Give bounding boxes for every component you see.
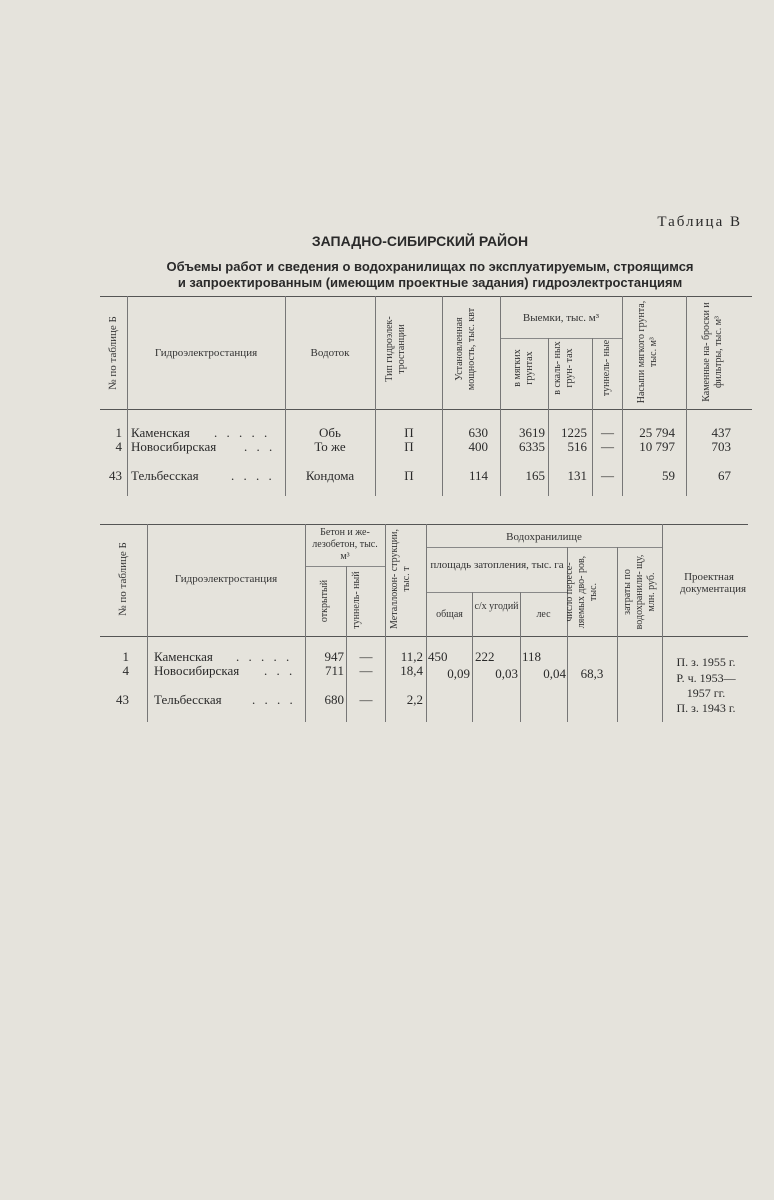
- documentation: П. з. 1943 г.: [676, 701, 736, 715]
- row-number: 43: [109, 468, 122, 483]
- concrete-tunnel: —: [359, 663, 373, 678]
- header-river: Водоток: [310, 347, 350, 359]
- stone-fill: 437: [711, 425, 731, 440]
- leader-dots: . . .: [264, 663, 296, 678]
- region-title: ЗАПАДНО-СИБИРСКИЙ РАЙОН: [311, 233, 529, 249]
- metal-structures: 11,2: [400, 649, 423, 664]
- flood-total: 0,09: [447, 666, 470, 681]
- header-forest: лес: [536, 609, 551, 620]
- row-number: 4: [122, 663, 129, 678]
- documentation-continued: 1957 гг.: [686, 686, 726, 700]
- header-total: общая: [436, 609, 463, 620]
- excavation-rock: 131: [567, 468, 587, 483]
- stone-fill: 703: [711, 439, 731, 454]
- soil-fill: 25 794: [639, 425, 675, 440]
- leader-dots: . . . .: [231, 468, 275, 483]
- header-tunnel: туннель- ные: [601, 339, 612, 397]
- soil-fill: 10 797: [639, 439, 675, 454]
- header-station: Гидроэлектростанция: [174, 573, 278, 585]
- river-name: Кондома: [305, 468, 355, 483]
- leader-dots: . . .: [244, 439, 276, 454]
- flood-total: 450: [428, 649, 448, 664]
- excavation-soft: 6335: [519, 439, 545, 454]
- excavation-tunnel: —: [601, 439, 614, 454]
- flood-forest: 118: [522, 649, 542, 664]
- capacity: 114: [468, 468, 488, 483]
- excavation-tunnel: —: [601, 425, 614, 440]
- soil-fill: 59: [662, 468, 675, 483]
- relocated-households: 68,3: [580, 666, 604, 681]
- row-number: 43: [116, 692, 129, 707]
- excavation-soft: 3619: [519, 425, 545, 440]
- station-name: Новосибирская: [131, 439, 217, 454]
- station-type: П: [404, 468, 414, 483]
- metal-structures: 2,2: [406, 692, 423, 707]
- header-type: Тип гидроэлек- тростанции: [384, 316, 407, 382]
- flood-agricultural: 222: [475, 649, 495, 664]
- header-tunnel: туннель- ный: [351, 571, 362, 629]
- concrete-tunnel: —: [359, 649, 373, 664]
- capacity: 630: [468, 425, 488, 440]
- subtitle-line-2: и запроектированным (имеющим проектные задания) гидроэлектростанциям: [177, 275, 683, 290]
- header-capacity: Установленная мощность, тыс. квт: [454, 307, 477, 391]
- station-name: Тельбесская: [154, 692, 222, 707]
- concrete-open: 711: [324, 663, 344, 678]
- header-relocated: число пересе- ляемых дво- ров, тыс.: [564, 555, 599, 629]
- header-agricultural: с/х угодий: [474, 601, 519, 612]
- river-name: Обь: [319, 425, 341, 440]
- documentation: П. з. 1955 г.: [676, 655, 736, 669]
- station-name: Каменская: [154, 649, 213, 664]
- header-open: открытый: [319, 579, 330, 623]
- row-number: 1: [122, 649, 129, 664]
- excavation-rock: 1225: [561, 425, 587, 440]
- station-name: Тельбесская: [131, 468, 199, 483]
- flood-agricultural: 0,03: [495, 666, 518, 681]
- header-table-b-number: № по таблице Б: [107, 316, 119, 390]
- concrete-tunnel: —: [359, 692, 373, 707]
- header-reservoir: Водохранилище: [506, 531, 582, 543]
- header-excavation: Выемки, тыс. м³: [522, 312, 600, 324]
- header-costs: затраты по водохранили- щу, млн. руб.: [622, 554, 657, 630]
- header-metal: Металлокон- струкции, тыс. т: [389, 529, 412, 629]
- header-stone: Каменные на- броски и фильтры, тыс. м³: [701, 302, 724, 402]
- stone-fill: 67: [718, 468, 731, 483]
- excavation-soft: 165: [525, 468, 545, 483]
- excavation-rock: 516: [567, 439, 587, 454]
- header-documentation: Проектная документация: [680, 571, 747, 595]
- station-type: П: [404, 439, 414, 454]
- row-number: 4: [115, 439, 122, 454]
- header-soft-soil: в мягких грунтах: [512, 349, 535, 387]
- leader-dots: . . . . .: [214, 425, 271, 440]
- header-concrete: Бетон и же- лезобетон, тыс. м³: [312, 527, 378, 562]
- header-table-b-number: № по таблице Б: [117, 542, 129, 616]
- leader-dots: . . . . .: [236, 649, 293, 664]
- station-name: Новосибирская: [154, 663, 240, 678]
- subtitle-line-1: Объемы работ и сведения о водохранилищах по эксплуатируемым, строящимся: [166, 259, 694, 274]
- header-flood-area: площадь затопления, тыс. га: [430, 559, 564, 571]
- station-type: П: [404, 425, 414, 440]
- header-rock: в скаль- ных грун- тах: [552, 341, 575, 395]
- river-name: То же: [314, 439, 346, 454]
- row-number: 1: [115, 425, 122, 440]
- station-name: Каменская: [131, 425, 190, 440]
- header-fill: Насыпи мягкого грунта, тыс. м³: [636, 300, 659, 404]
- excavation-tunnel: —: [601, 468, 614, 483]
- flood-forest: 0,04: [543, 666, 566, 681]
- metal-structures: 18,4: [400, 663, 423, 678]
- documentation: Р. ч. 1953—: [676, 671, 736, 685]
- table-label: Таблица В: [657, 214, 742, 230]
- concrete-open: 680: [324, 692, 344, 707]
- header-station: Гидроэлектростанция: [154, 347, 258, 359]
- concrete-open: 947: [324, 649, 344, 664]
- capacity: 400: [468, 439, 488, 454]
- leader-dots: . . . .: [252, 692, 296, 707]
